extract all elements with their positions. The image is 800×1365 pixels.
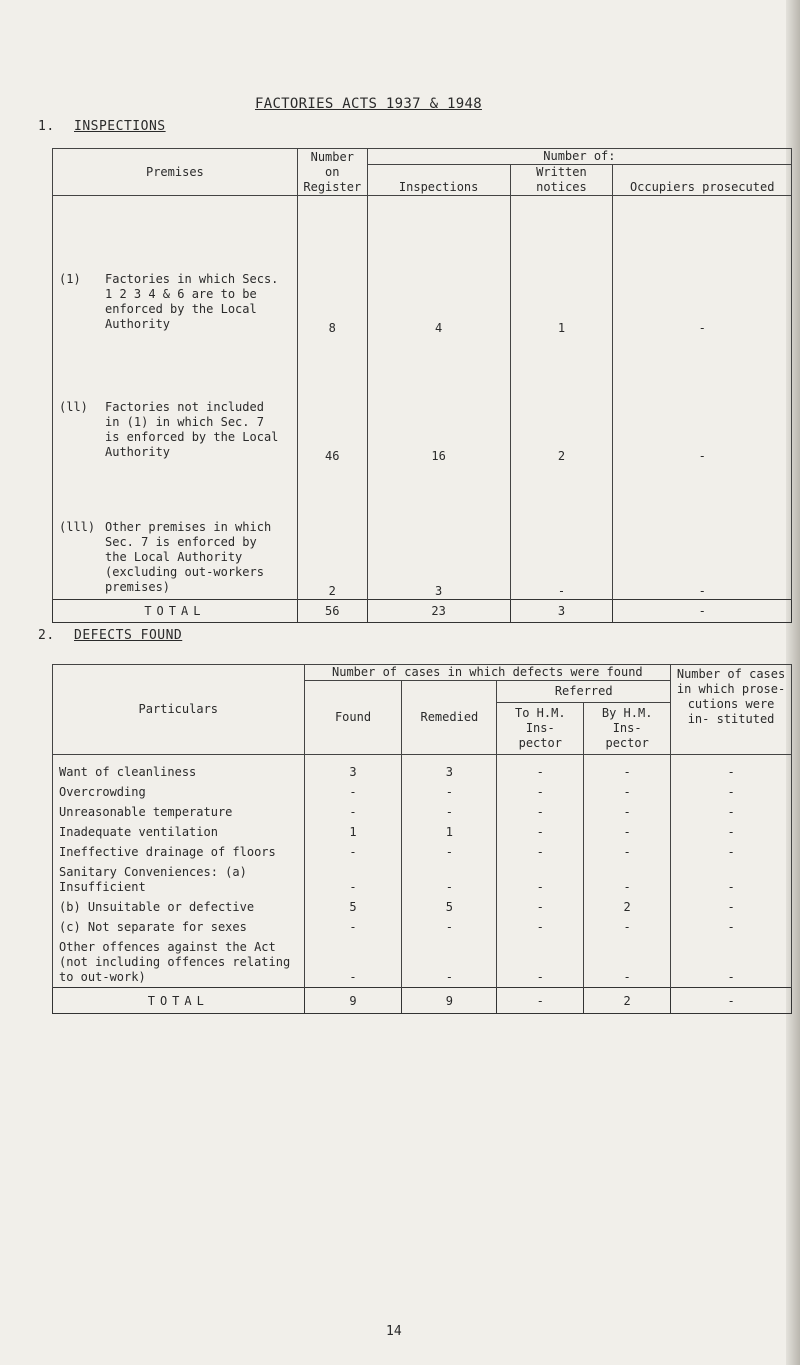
header-occupiers-prosecuted: Occupiers prosecuted — [613, 165, 792, 196]
total-found: 9 — [304, 988, 402, 1014]
prosecutions-cell: - — [671, 822, 792, 842]
header-number-on-register: Number on Register — [297, 149, 367, 196]
found-cell: - — [304, 937, 402, 988]
total-remedied: 9 — [402, 988, 497, 1014]
remedied-cell: - — [402, 802, 497, 822]
to-hmi-cell: - — [497, 755, 584, 783]
defects-table — [52, 664, 792, 1014]
notices-cell: - — [510, 464, 613, 600]
total-label: TOTAL — [53, 600, 298, 623]
register-cell: 2 — [297, 464, 367, 600]
header-row — [53, 149, 792, 165]
to-hmi-cell: - — [497, 917, 584, 937]
total-label: TOTAL — [53, 988, 305, 1014]
to-hmi-cell: - — [497, 862, 584, 897]
row-number: (1) — [59, 271, 81, 286]
total-to-hmi: - — [497, 988, 584, 1014]
row-number: (lll) — [59, 520, 96, 534]
prosecutions-cell: - — [671, 917, 792, 937]
remedied-cell: - — [402, 862, 497, 897]
header-found: Found — [304, 681, 402, 755]
to-hmi-cell: - — [497, 802, 584, 822]
section-heading-defects — [38, 628, 182, 643]
particulars-cell: (b) Unsuitable or defective — [53, 897, 305, 917]
header-particulars: Particulars — [53, 665, 305, 755]
row-label: Factories not included in (1) in which Sec. 7 is enforced by the Local Authority — [105, 399, 279, 459]
remedied-cell: - — [402, 842, 497, 862]
found-cell: - — [304, 842, 402, 862]
found-cell: 1 — [304, 822, 402, 842]
found-cell: 3 — [304, 755, 402, 783]
table-row — [53, 802, 792, 822]
row-label: Other premises in which Sec. 7 is enforced by the Local Authority (excluding out-workers premises) — [105, 520, 272, 594]
inspections-table — [52, 148, 792, 623]
total-row — [53, 600, 792, 623]
prosecutions-cell: - — [671, 897, 792, 917]
table-row — [53, 336, 792, 464]
to-hmi-cell: - — [497, 822, 584, 842]
prosecutions-cell: - — [671, 842, 792, 862]
inspections-cell: 4 — [367, 196, 510, 336]
table-row — [53, 196, 792, 336]
found-cell: - — [304, 862, 402, 897]
header-number-of: Number of: — [367, 149, 791, 165]
particulars-cell: (c) Not separate for sexes — [53, 917, 305, 937]
by-hmi-cell: - — [584, 842, 671, 862]
by-hmi-cell: - — [584, 862, 671, 897]
to-hmi-cell: - — [497, 842, 584, 862]
header-written-notices: Written notices — [510, 165, 613, 196]
remedied-cell: - — [402, 937, 497, 988]
section-number: 2. — [38, 628, 55, 643]
premises-cell — [53, 196, 298, 336]
particulars-cell: Other offences against the Act (not including offences relating to out-work) — [53, 937, 305, 988]
by-hmi-cell: - — [584, 937, 671, 988]
remedied-cell: 1 — [402, 822, 497, 842]
total-register: 56 — [297, 600, 367, 623]
page-number: 14 — [386, 1324, 402, 1339]
total-row — [53, 988, 792, 1014]
remedied-cell: 5 — [402, 897, 497, 917]
prosecutions-cell: - — [671, 937, 792, 988]
table-row — [53, 897, 792, 917]
table-row — [53, 782, 792, 802]
prosecuted-cell: - — [613, 196, 792, 336]
inspections-cell: 3 — [367, 464, 510, 600]
header-referred: Referred — [497, 681, 671, 703]
by-hmi-cell: - — [584, 782, 671, 802]
found-cell: - — [304, 917, 402, 937]
notices-cell: 2 — [510, 336, 613, 464]
table-row — [53, 842, 792, 862]
remedied-cell: 3 — [402, 755, 497, 783]
prosecutions-cell: - — [671, 802, 792, 822]
remedied-cell: - — [402, 917, 497, 937]
particulars-cell: Sanitary Conveniences: (a) Insufficient — [53, 862, 305, 897]
header-premises: Premises — [53, 149, 298, 196]
particulars-cell: Ineffective drainage of floors — [53, 842, 305, 862]
table-row — [53, 755, 792, 783]
prosecuted-cell: - — [613, 336, 792, 464]
register-cell: 8 — [297, 196, 367, 336]
premises-cell — [53, 464, 298, 600]
table-row — [53, 862, 792, 897]
found-cell: - — [304, 802, 402, 822]
header-prosecutions: Number of cases in which prose- cutions were in- stituted — [671, 665, 792, 755]
total-prosecuted: - — [613, 600, 792, 623]
table-row — [53, 822, 792, 842]
header-by-hmi: By H.M. Ins- pector — [584, 703, 671, 755]
to-hmi-cell: - — [497, 937, 584, 988]
by-hmi-cell: - — [584, 755, 671, 783]
to-hmi-cell: - — [497, 782, 584, 802]
to-hmi-cell: - — [497, 897, 584, 917]
total-by-hmi: 2 — [584, 988, 671, 1014]
particulars-cell: Inadequate ventilation — [53, 822, 305, 842]
found-cell: - — [304, 782, 402, 802]
by-hmi-cell: - — [584, 822, 671, 842]
header-inspections: Inspections — [367, 165, 510, 196]
document-title: FACTORIES ACTS 1937 & 1948 — [255, 96, 482, 112]
row-label: Factories in which Secs. 1 2 3 4 & 6 are to be enforced by the Local Authority — [105, 271, 279, 331]
particulars-cell: Unreasonable temperature — [53, 802, 305, 822]
particulars-cell: Want of cleanliness — [53, 755, 305, 783]
section-heading-inspections — [38, 119, 166, 134]
found-cell: 5 — [304, 897, 402, 917]
header-cases-found: Number of cases in which defects were found — [304, 665, 671, 681]
header-to-hmi: To H.M. Ins- pector — [497, 703, 584, 755]
table-row — [53, 937, 792, 988]
section-title: INSPECTIONS — [74, 119, 166, 134]
section-number: 1. — [38, 119, 55, 134]
row-number: (ll) — [59, 399, 88, 414]
by-hmi-cell: - — [584, 917, 671, 937]
table-row — [53, 464, 792, 600]
premises-cell — [53, 336, 298, 464]
section-title: DEFECTS FOUND — [74, 628, 183, 643]
particulars-cell: Overcrowding — [53, 782, 305, 802]
by-hmi-cell: - — [584, 802, 671, 822]
prosecuted-cell: - — [613, 464, 792, 600]
remedied-cell: - — [402, 782, 497, 802]
prosecutions-cell: - — [671, 755, 792, 783]
prosecutions-cell: - — [671, 782, 792, 802]
header-row — [53, 665, 792, 681]
register-cell: 46 — [297, 336, 367, 464]
total-inspections: 23 — [367, 600, 510, 623]
total-prosecutions: - — [671, 988, 792, 1014]
prosecutions-cell: - — [671, 862, 792, 897]
header-remedied: Remedied — [402, 681, 497, 755]
total-notices: 3 — [510, 600, 613, 623]
by-hmi-cell: 2 — [584, 897, 671, 917]
notices-cell: 1 — [510, 196, 613, 336]
inspections-cell: 16 — [367, 336, 510, 464]
table-row — [53, 917, 792, 937]
